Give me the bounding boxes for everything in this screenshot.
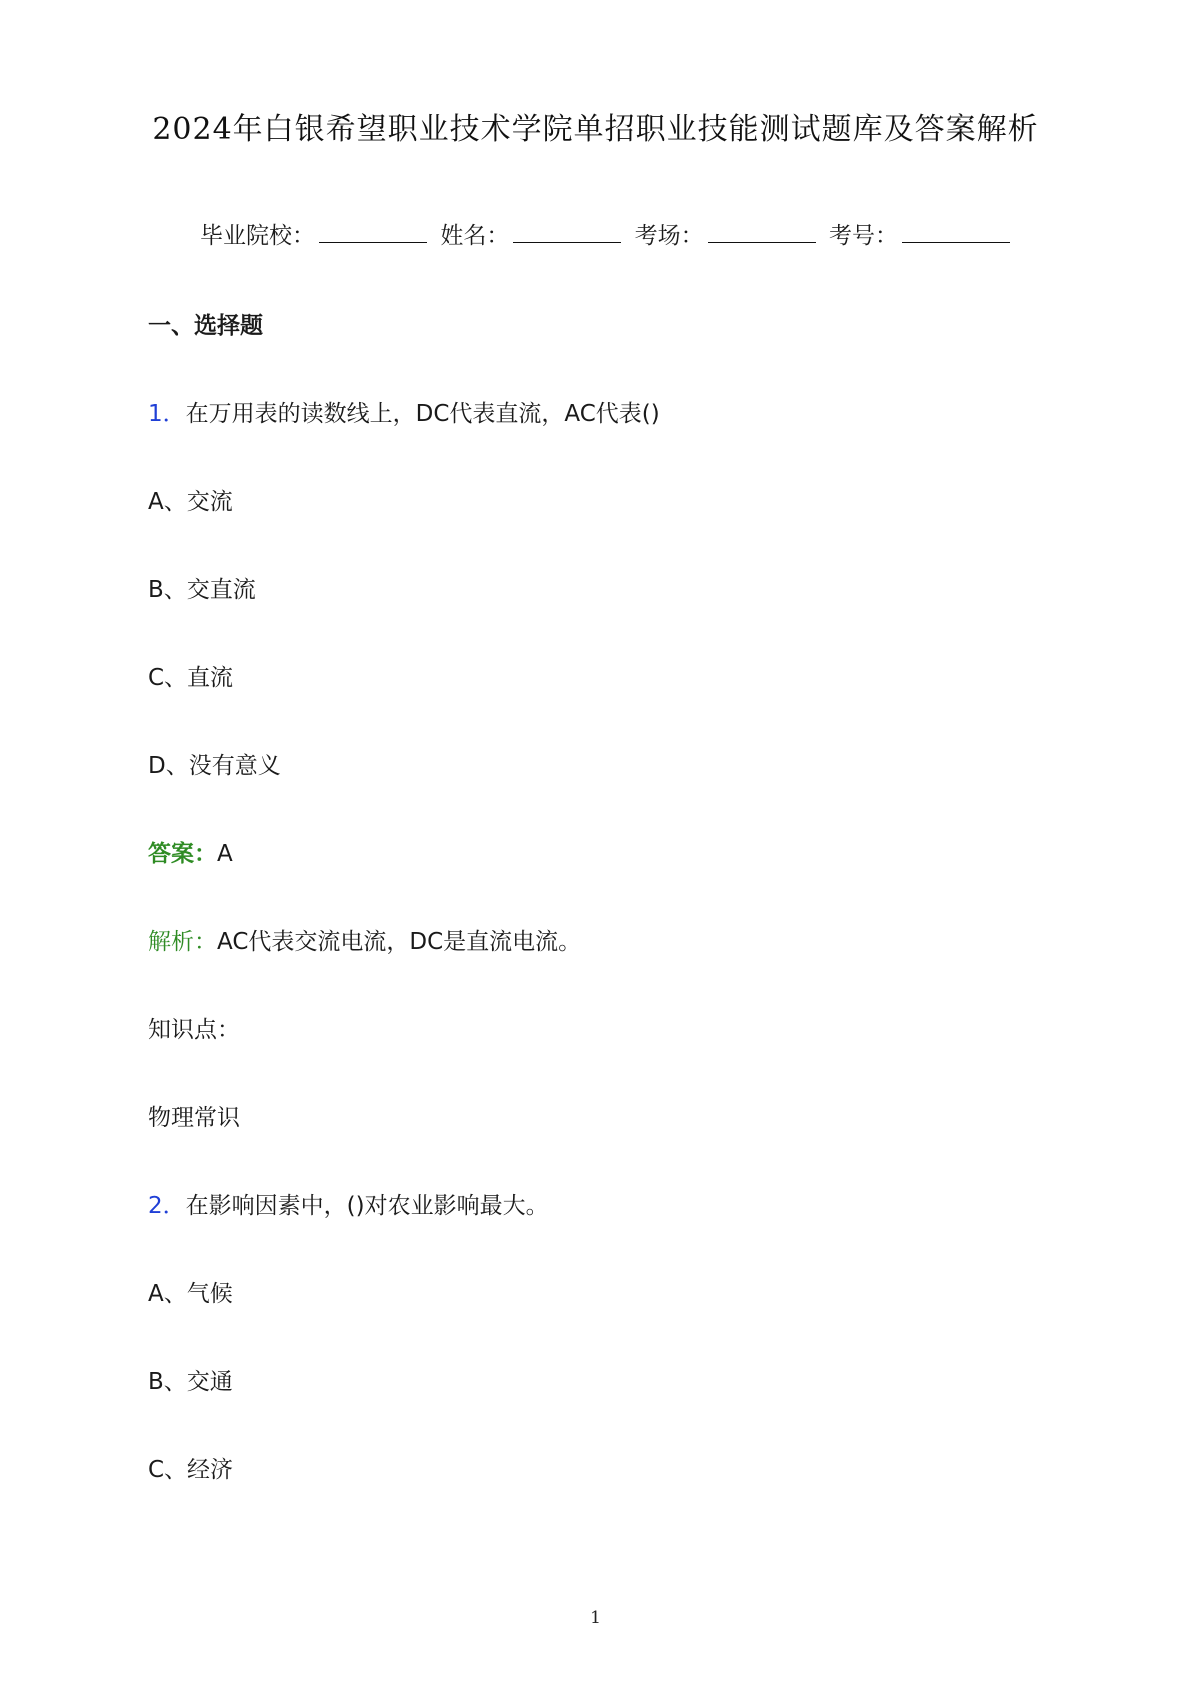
- question-1-analysis: [148, 926, 581, 958]
- question-2-option-a: A、气候: [148, 1281, 233, 1307]
- question-1-option-d: D、没有意义: [148, 753, 281, 779]
- knowledge-value: 物理常识: [148, 1105, 240, 1131]
- knowledge-label: 知识点：: [148, 1017, 240, 1043]
- student-info-line: [200, 220, 1016, 252]
- question-1-option-b: B、交直流: [148, 577, 256, 603]
- answer-label: 答案：: [148, 841, 217, 867]
- school-blank: [319, 220, 427, 243]
- question-1-answer: [148, 838, 233, 870]
- exam-number-label: 考号：: [828, 223, 898, 249]
- question-number: 1．: [148, 401, 186, 427]
- page-number: 1: [590, 1608, 601, 1628]
- school-label: 毕业院校：: [200, 223, 315, 249]
- name-blank: [513, 220, 621, 243]
- question-2-option-c: C、经济: [148, 1457, 234, 1483]
- question-1-option-c: C、直流: [148, 665, 234, 691]
- question-2: [148, 1190, 549, 1222]
- exam-number-blank: [902, 220, 1010, 243]
- question-1: [148, 398, 660, 430]
- section-title: 一、选择题: [148, 313, 263, 339]
- exam-room-blank: [708, 220, 816, 243]
- question-number: 2．: [148, 1193, 186, 1219]
- page-title: 2024年白银希望职业技术学院单招职业技能测试题库及答案解析: [152, 112, 1039, 147]
- question-1-option-a: A、交流: [148, 489, 233, 515]
- answer-value: A: [217, 841, 233, 867]
- question-2-option-b: B、交通: [148, 1369, 233, 1395]
- question-text: 在影响因素中，()对农业影响最大。: [185, 1193, 549, 1219]
- question-text: 在万用表的读数线上，DC代表直流，AC代表(): [185, 401, 660, 427]
- analysis-label: 解析：: [148, 929, 217, 955]
- analysis-text: AC代表交流电流，DC是直流电流。: [217, 929, 582, 955]
- name-label: 姓名：: [440, 223, 510, 249]
- exam-room-label: 考场：: [634, 223, 704, 249]
